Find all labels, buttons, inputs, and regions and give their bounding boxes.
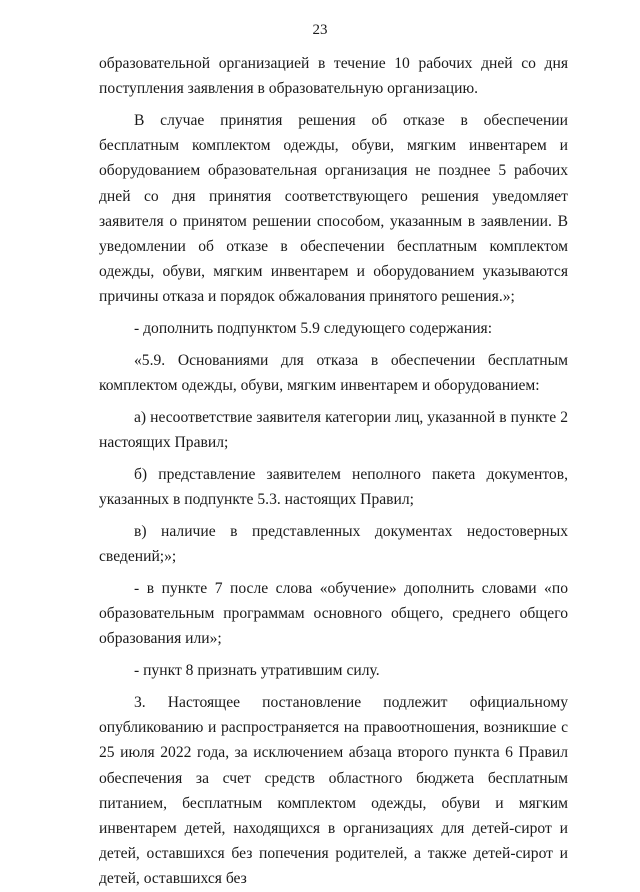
paragraph: - дополнить подпунктом 5.9 следующего содержания:	[134, 320, 493, 338]
paragraph: В случае принятия решения об отказе в обеспечении бесплатным комплектом одежды, обуви, мягким инвентарем и оборудованием образовательная организация не позднее 5 рабочих дней со дня принятия соответствующего решения уведомляет заявителя о принятом решении способом, указанным в заявлении. В уведомлении об отказе в обеспечении бесплатным комплектом одежды, обуви, мягким инвентарем и оборудованием указываются причины отказа и порядок обжалования принятого решения.»;	[99, 112, 568, 306]
paragraph: а) несоответствие заявителя категории лиц, указанной в пункте 2 настоящих Правил;	[99, 409, 568, 452]
paragraph: - пункт 8 признать утратившим силу.	[134, 662, 380, 680]
paragraph: «5.9. Основаниями для отказа в обеспечении бесплатным комплектом одежды, обуви, мягким инвентарем и оборудованием:	[99, 352, 568, 395]
paragraph: 3. Настоящее постановление подлежит официальному опубликованию и распространяется на правоотношения, возникшие с 25 июля 2022 года, за исключением абзаца второго пункта 6 Правил обеспечения за счет средств областного бюджета бесплатным питанием, бесплатным комплектом одежды, обуви и мягким инвентарем детей, находящихся в организациях для детей-сирот и детей, оставшихся без попечения родителей, а также детей-сирот и детей, оставшихся без	[99, 694, 568, 888]
paragraph: в) наличие в представленных документах недостоверных сведений;»;	[99, 523, 568, 566]
paragraph: образовательной организацией в течение 10 рабочих дней со дня поступления заявления в образовательную организацию.	[99, 55, 568, 98]
paragraph: б) представление заявителем неполного пакета документов, указанных в подпункте 5.3. настоящих Правил;	[99, 466, 568, 509]
page-number: 23	[312, 22, 328, 38]
document-body	[99, 51, 568, 892]
paragraph: - в пункте 7 после слова «обучение» дополнить словами «по образовательным программам основного общего, среднего общего образования или»;	[99, 580, 568, 648]
